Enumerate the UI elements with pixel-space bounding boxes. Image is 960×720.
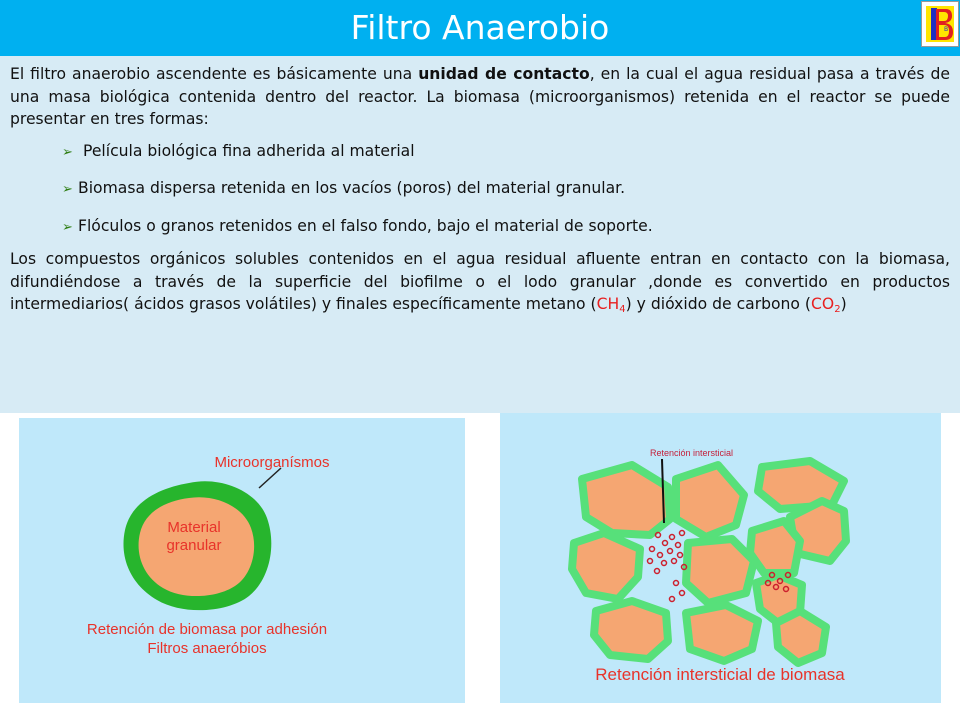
granule (582, 465, 670, 535)
material-label (139, 519, 249, 555)
closing-paragraph (10, 248, 950, 322)
bullet-arrow-icon: ➢ (62, 182, 73, 197)
bullet-item (10, 215, 950, 240)
granule (676, 465, 744, 537)
adhesion-caption-line1: Retención de biomasa por adhesión (86, 621, 328, 638)
intro-after: , en la cual el agua residual pasa a través de una masa biológica contenida dentro del reactor. La biomasa (microorganismos) retenida en el reactor se puede presentar en tres formas: (10, 65, 951, 128)
closing-end: ) (840, 295, 847, 313)
text-panel (0, 56, 960, 413)
bullet-item (10, 177, 950, 202)
granule (572, 533, 640, 599)
text-body (10, 63, 950, 322)
methane-subscript: 4 (619, 304, 626, 315)
granule (750, 521, 800, 573)
intro-bold: unidad de contacto (418, 65, 590, 83)
methane-formula (597, 295, 626, 313)
material-label-line1: Material (167, 519, 221, 536)
methane-symbol: CH (596, 295, 620, 313)
retention-label: Retención intersticial (650, 448, 734, 458)
bullet-text: Flóculos o granos retenidos en el falso fondo, bajo el material de soporte. (78, 216, 653, 235)
page-title: Filtro Anaerobio (350, 8, 610, 47)
co2-formula (811, 295, 841, 313)
bullet-arrow-icon: ➢ (62, 144, 73, 160)
granule (776, 611, 826, 663)
logo (921, 1, 959, 47)
microorganisms-label: Microorganísmos (214, 454, 330, 471)
interstitial-caption: Retención intersticial de biomasa (595, 665, 845, 684)
adhesion-caption (47, 620, 367, 658)
granule (594, 601, 668, 659)
co2-symbol: CO (811, 295, 835, 313)
microorganisms-pointer (259, 468, 281, 488)
logo-letter: B (944, 26, 949, 33)
adhesion-diagram (19, 418, 465, 703)
bullet-text: Biomasa dispersa retenida en los vacíos (poros) del material granular. (78, 179, 626, 197)
granule (686, 539, 754, 603)
material-label-line2: granular (166, 537, 222, 554)
adhesion-caption-line2: Filtros anaeróbios (147, 640, 267, 657)
logo-icon (922, 2, 958, 46)
granule (686, 605, 758, 661)
interstitial-diagram (500, 413, 941, 703)
bullet-text: Película biológica fina adherida al material (82, 141, 415, 160)
intro-before: El filtro anaerobio ascendente es básicamente una (10, 65, 419, 83)
closing-mid: ) y dióxido de carbono ( (625, 295, 812, 313)
closing-text: Los compuestos orgánicos solubles contenidos en el agua residual afluente entran en contacto con la biomasa, difundiéndose a través de la superficie del biofilme o el lodo granular ,donde es convertido en productos intermediarios( ácidos grasos volátiles) y finales específicamente metano ( (10, 250, 950, 313)
bullet-arrow-icon: ➢ (62, 219, 73, 235)
intro-paragraph (10, 63, 950, 131)
co2-subscript: 2 (834, 304, 841, 315)
bullet-item (10, 140, 950, 165)
